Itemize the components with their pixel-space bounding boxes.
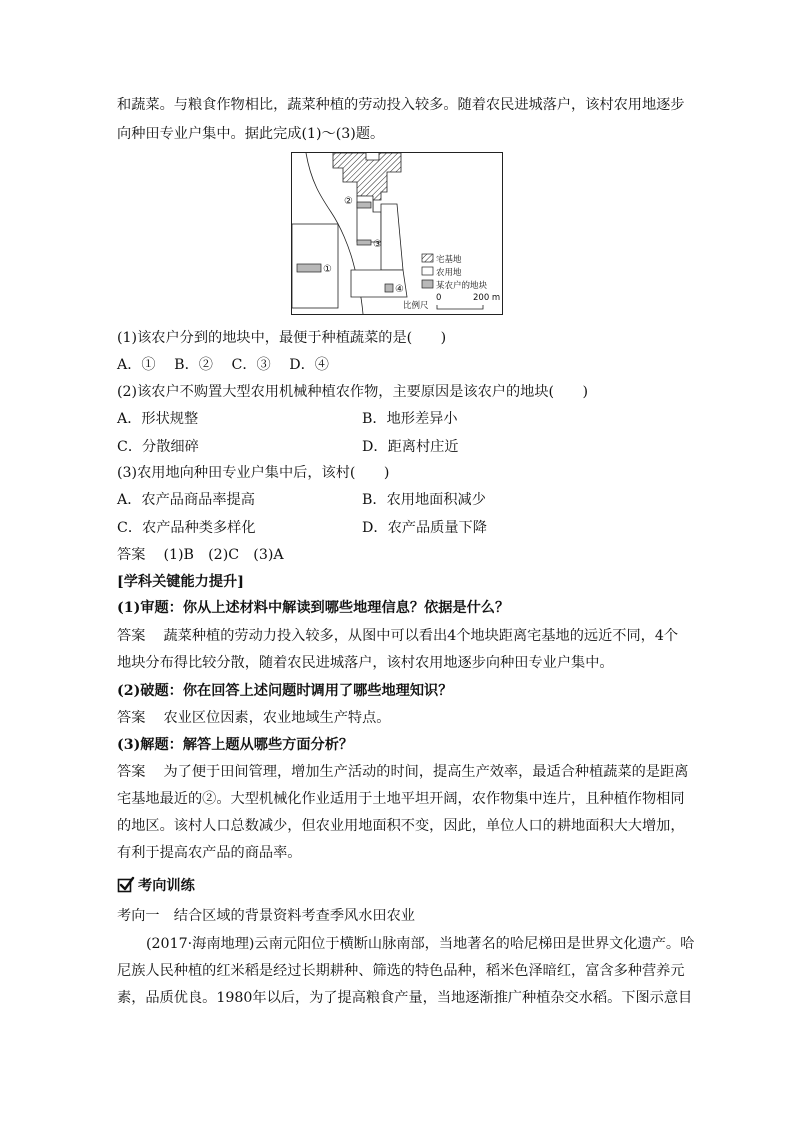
- answer-text: (1)B (2)C (3)A: [163, 547, 284, 563]
- jieti-answer-3: 的地区。该村人口总数减少，但农业用地面积不变，因此，单位人口的耕地面积大大增加，: [117, 818, 685, 834]
- shenti-answer-text-1: 蔬菜种植的劳动力投入较多，从图中可以看出4个地块距离宅基地的远近不同，4个: [163, 628, 679, 644]
- jieti-answer-label: 答案: [117, 764, 146, 780]
- shenti-answer-2: 地块分布得比较分散，随着农民进城落户，该村农用地逐步向种田专业户集中。: [117, 655, 614, 671]
- q1-option-a: A．①: [117, 357, 156, 373]
- q3-option-c: C．农产品种类多样化: [117, 520, 256, 536]
- q1-stem: (1)该农户分到的地块中，最便于种植蔬菜的是( ): [117, 330, 447, 346]
- plot-label-3: ③: [373, 239, 382, 250]
- q1-option-b: B．②: [174, 357, 213, 373]
- q2-option-a: A．形状规整: [117, 411, 199, 427]
- q3-option-d: D．农产品质量下降: [362, 520, 487, 536]
- household-plot-1: [297, 264, 321, 272]
- legend-swatch-homestead: [422, 254, 433, 262]
- q2-stem: (2)该农户不购置大型农用机械种植农作物，主要原因是该农户的地块( ): [117, 384, 588, 400]
- legend-plot: 某农户的地块: [436, 281, 488, 291]
- legend-swatch-plot: [422, 280, 433, 288]
- scale-label: 比例尺: [403, 301, 429, 311]
- village-land-map: [291, 152, 503, 315]
- q2-option-b: B．地形差异小: [362, 411, 458, 427]
- poti-answer: [117, 708, 390, 728]
- ability-heading: [学科关键能力提升]: [117, 574, 244, 590]
- shenti-answer-1: [117, 626, 677, 646]
- training-para-3: 素，品质优良。1980年以后，为了提高粮食产量，当地逐渐推广种植杂交水稻。下图示意目: [117, 990, 693, 1006]
- q2-option-c: C．分散细碎: [117, 439, 199, 455]
- poti-answer-label: 答案: [117, 710, 146, 726]
- scale-zero: 0: [436, 293, 442, 303]
- jieti-answer-1: [117, 762, 689, 782]
- plot-label-1: ①: [323, 264, 332, 275]
- poti-question: (2)破题：你在回答上述问题时调用了哪些地理知识？: [117, 683, 453, 699]
- training-heading: 考向训练: [138, 878, 195, 894]
- jieti-question: (3)解题：解答上题从哪些方面分析？: [117, 737, 354, 753]
- jieti-answer-4: 有利于提高农产品的商品率。: [117, 845, 302, 861]
- q3-option-b: B．农用地面积减少: [362, 492, 486, 508]
- legend-swatch-farmland: [422, 267, 433, 275]
- answer-label: 答案: [117, 547, 146, 563]
- poti-answer-text: 农业区位因素，农业地域生产特点。: [163, 710, 391, 726]
- intro-line-2: 向种田专业户集中。据此完成(1)～(3)题。: [117, 126, 385, 142]
- q1-options: [117, 355, 329, 375]
- jieti-answer-2: 宅基地最近的②。大型机械化作业适用于土地平坦开阔，农作物集中连片，且种植作物相同: [117, 791, 685, 807]
- shenti-answer-label: 答案: [117, 628, 146, 644]
- q3-option-a: A．农产品商品率提高: [117, 492, 255, 508]
- legend-homestead: 宅基地: [436, 255, 462, 265]
- plot-label-4: ④: [395, 284, 404, 295]
- household-plot-2: [357, 202, 371, 208]
- answer-line: [117, 545, 284, 565]
- q1-option-d: D．④: [289, 357, 329, 373]
- training-para-2: 尼族人民种植的红米稻是经过长期耕种、筛选的特色品种，稻米色泽暗红，富含多种营养元: [117, 963, 685, 979]
- legend-farmland: 农用地: [436, 268, 462, 278]
- shenti-question: (1)审题：你从上述材料中解读到哪些地理信息？依据是什么？: [117, 600, 510, 616]
- q2-option-d: D．距离村庄近: [362, 439, 459, 455]
- checkbox-check-icon: [117, 876, 135, 894]
- training-para-1: (2017·海南地理)云南元阳位于横断山脉南部，当地著名的哈尼梯田是世界文化遗产。哈: [146, 936, 695, 952]
- household-plot-4: [385, 284, 393, 292]
- plot-label-2: ②: [344, 196, 353, 207]
- household-plot-3: [357, 240, 371, 245]
- q3-stem: (3)农用地向种田专业户集中后，该村( ): [117, 465, 390, 481]
- intro-line-1: 和蔬菜。与粮食作物相比，蔬菜种植的劳动投入较多。随着农民进城落户，该村农用地逐步: [117, 97, 685, 113]
- q1-option-c: C．③: [231, 357, 271, 373]
- jieti-answer-text-1: 为了便于田间管理，增加生产活动的时间，提高生产效率，最适合种植蔬菜的是距离: [163, 764, 689, 780]
- scale-value: 200 m: [473, 293, 501, 303]
- training-subheading: 考向一 结合区域的背景资料考查季风水田农业: [117, 908, 415, 924]
